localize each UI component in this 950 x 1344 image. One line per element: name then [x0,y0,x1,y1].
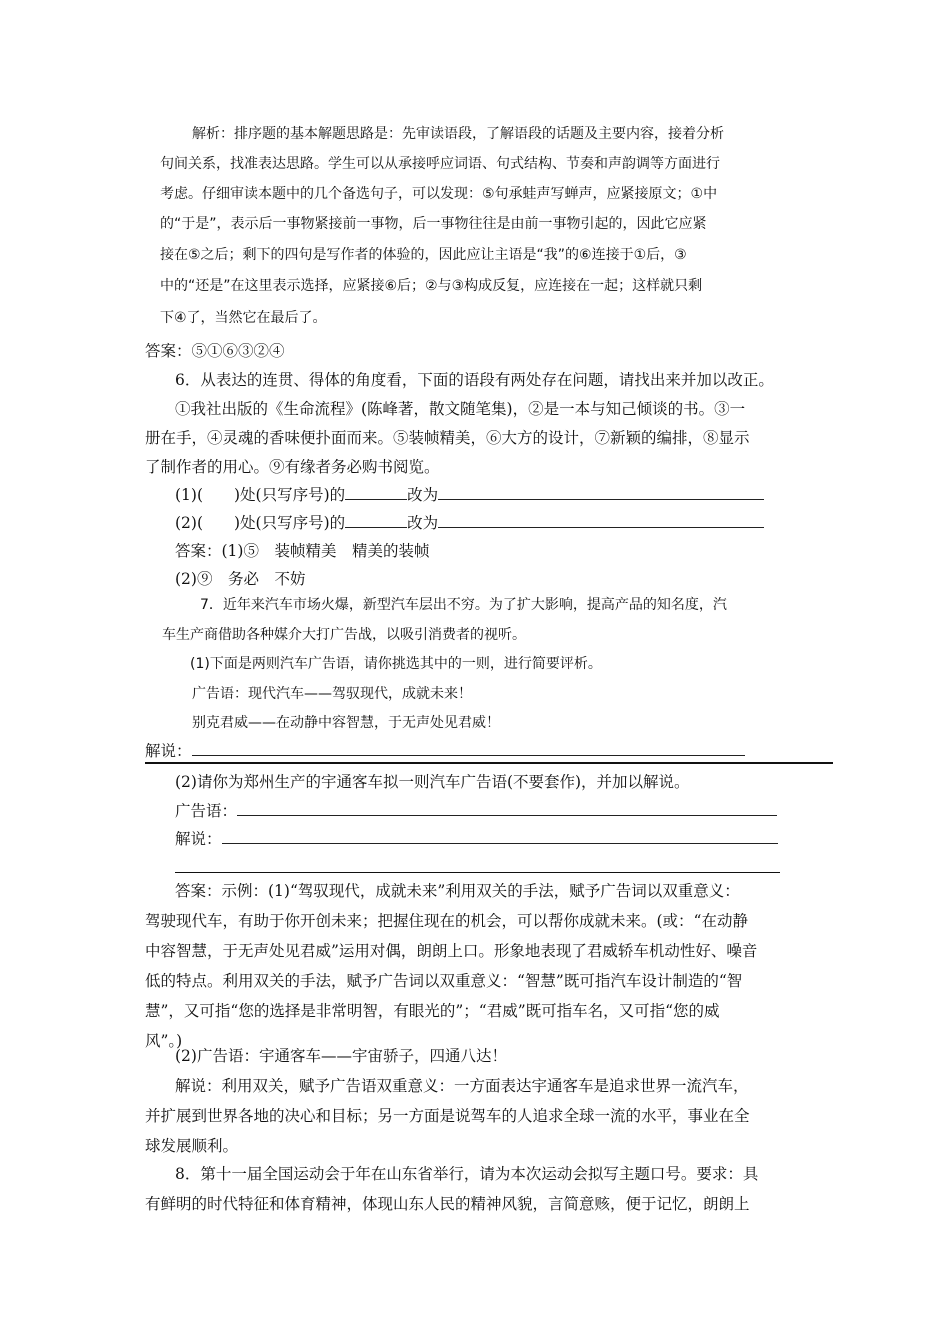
q6-passage-line: 册在手，④灵魂的香味便扑面而来。⑤装帧精美，⑥大方的设计，⑦新颖的编排，⑧显示 [145,429,750,447]
q6-blank-row-1 [175,484,764,506]
q6-blank2-correction[interactable] [438,513,764,528]
q7-explain-line: 球发展顺利。 [145,1137,239,1155]
q6-blank1-mid: 改为 [407,486,439,504]
q7-slogan-blank[interactable] [237,801,777,816]
q7-explain-line: 解说：利用双关，赋予广告语双重意义：一方面表达宇通客车是追求世界一流汽车， [175,1077,749,1095]
q7-slogan-label: 广告语： [175,802,238,820]
q7-question-line: 车生产商借助各种媒介大打广告战，以吸引消费者的视听。 [162,627,526,643]
q6-blank2-original[interactable] [345,513,407,528]
analysis-answer: 答案：⑤①⑥③②④ [145,342,285,360]
q7-sub2: (2)请你为郑州生产的宇通客车拟一则汽车广告语(不要套作)，并加以解说。 [175,773,690,791]
analysis-line: 解析：排序题的基本解题思路是：先审读语段，了解语段的话题及主要内容，接着分析 [192,126,724,142]
q7-slogan-row [175,800,777,822]
q7-answer-line: 慧”，又可指“您的选择是非常明智，有眼光的”；“君威”既可指车名，又可指“您的威 [145,1002,720,1020]
q7-answer-2: (2)广告语：宇通客车——宇宙骄子，四通八达！ [175,1047,507,1065]
q6-blank2-prefix: (2)( )处(只写序号)的 [175,514,346,532]
q6-blank-row-2 [175,512,764,534]
q6-passage-line: ①我社出版的《生命流程》(陈峰著，散文随笔集)，②是一本与知己倾谈的书。③一 [175,400,746,418]
q7-explain-label: 解说： [145,742,192,760]
q7-ad1: 广告语：现代汽车——驾驭现代，成就未来！ [192,686,472,702]
analysis-line: 的“于是”，表示后一事物紧接前一事物，后一事物往往是由前一事物引起的，因此它应紧 [160,216,707,232]
q7-explain-blank[interactable] [192,741,745,756]
q7-answer-line: 答案：示例：(1)“驾驭现代，成就未来”利用双关的手法，赋予广告词以双重意义： [175,882,740,900]
analysis-line: 考虑。仔细审读本题中的几个备选句子，可以发现：⑤句承蛙声写蝉声，应紧接原文；①中 [160,186,718,202]
q7-extra-answer-line[interactable] [175,872,780,873]
q6-blank2-mid: 改为 [407,514,439,532]
q6-answer-1: 答案：(1)⑤ 装帧精美 精美的装帧 [175,542,430,560]
q6-blank1-original[interactable] [345,485,407,500]
q8-line: 8．第十一届全国运动会于年在山东省举行，请为本次运动会拟写主题口号。要求：具 [175,1165,759,1183]
analysis-line: 句间关系，找准表达思路。学生可以从承接呼应词语、句式结构、节奏和声韵调等方面进行 [160,156,720,172]
q7-question-line: 7．近年来汽车市场火爆，新型汽车层出不穷。为了扩大影响，提高产品的知名度，汽 [200,597,727,613]
q7-answer-line: 风”。) [145,1032,183,1050]
q6-answer-2: (2)⑨ 务必 不妨 [175,570,306,588]
q7-ad2: 别克君威——在动静中容智慧，于无声处见君威！ [192,715,500,731]
q6-passage-line: 了制作者的用心。⑨有缘者务必购书阅览。 [145,458,440,476]
q7-explain-line: 并扩展到世界各地的决心和目标；另一方面是说驾车的人追求全球一流的水平，事业在全 [145,1107,750,1125]
q7-explain-row [145,740,745,762]
analysis-line: 中的“还是”在这里表示选择，应紧接⑥后；②与③构成反复，应连接在一起；这样就只剩 [160,278,703,294]
q7-explain2-blank[interactable] [222,829,778,844]
q7-answer-line: 中容智慧，于无声处见君威”运用对偶，朗朗上口。形象地表现了君威轿车机动性好、噪音 [145,942,758,960]
q6-blank1-correction[interactable] [438,485,764,500]
q7-explain2-label: 解说： [175,830,222,848]
q7-answer-line: 低的特点。利用双关的手法，赋予广告词以双重意义：“智慧”既可指汽车设计制造的“智 [145,972,743,990]
divider [145,762,833,764]
q7-sub1: (1)下面是两则汽车广告语，请你挑选其中的一则，进行简要评析。 [190,656,602,672]
q8-line: 有鲜明的时代特征和体育精神，体现山东人民的精神风貌，言简意赅，便于记忆，朗朗上 [145,1195,750,1213]
analysis-line: 接在⑤之后；剩下的四句是写作者的体验的，因此应让主语是“我”的⑥连接于①后，③ [160,247,687,263]
q6-question: 6．从表达的连贯、得体的角度看，下面的语段有两处存在问题，请找出来并加以改正。 [175,371,774,389]
q7-answer-line: 驾驶现代车，有助于你开创未来；把握住现在的机会，可以帮你成就未来。(或：“在动静 [145,912,748,930]
q7-explain2-row [175,828,778,850]
q6-blank1-prefix: (1)( )处(只写序号)的 [175,486,346,504]
analysis-line: 下④了，当然它在最后了。 [160,310,327,326]
